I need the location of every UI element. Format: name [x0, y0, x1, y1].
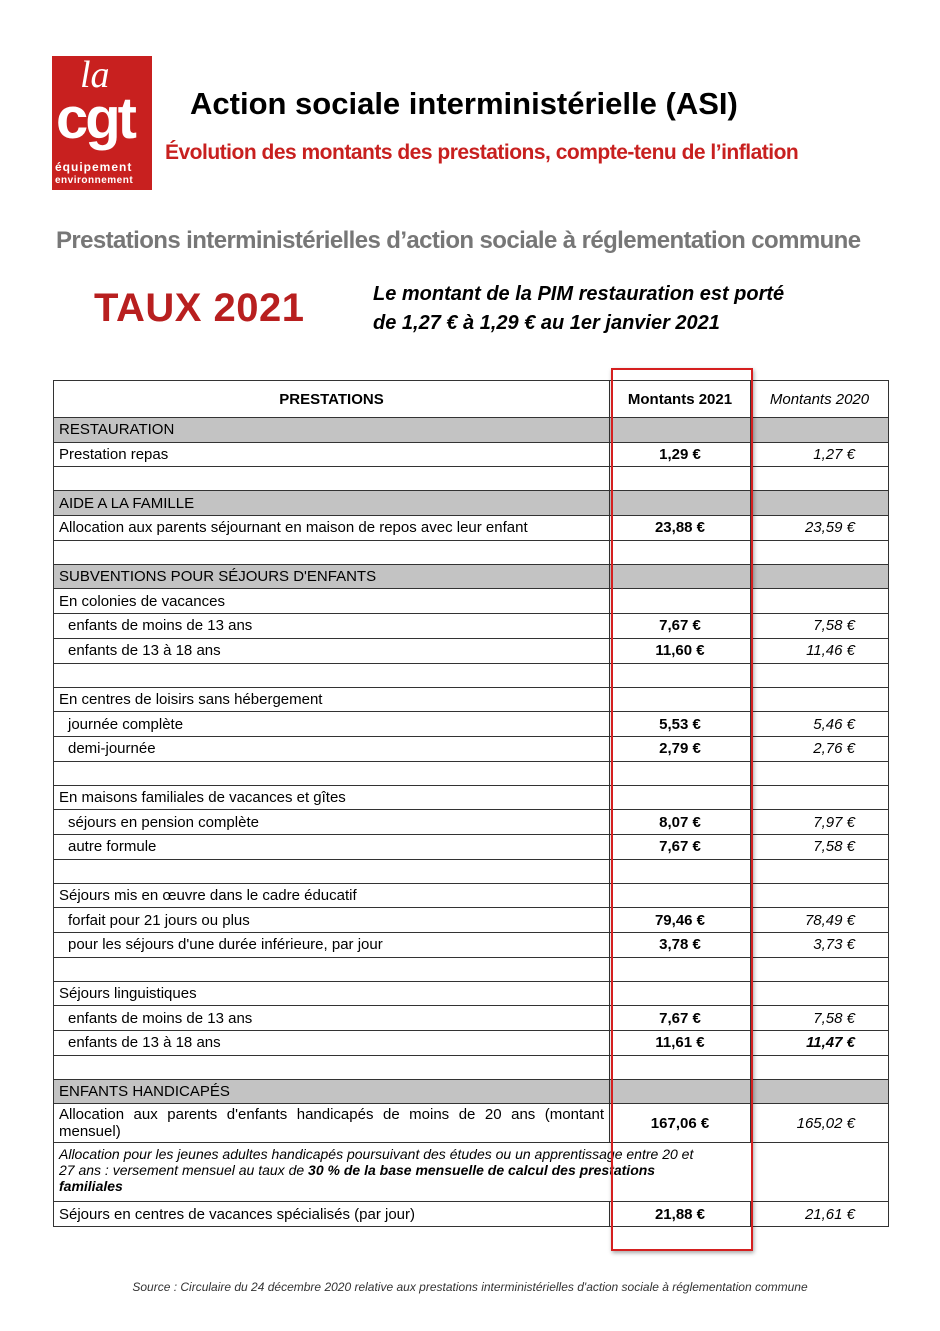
value-2021: 7,67 €: [610, 1006, 751, 1031]
table-row: [54, 1143, 889, 1202]
value-2021: 167,06 €: [610, 1104, 751, 1143]
logo-la: la: [80, 56, 110, 96]
row-label: journée complète: [54, 712, 610, 737]
blank-row: [54, 1055, 889, 1079]
header-montants-2021: Montants 2021: [610, 381, 751, 418]
subgroup-label: Séjours mis en œuvre dans le cadre éducatif: [54, 883, 610, 908]
subgroup-row: [54, 589, 889, 614]
subgroup-label: Séjours linguistiques: [54, 981, 610, 1006]
table-row: [54, 908, 889, 933]
value-2020: 5,46 €: [751, 712, 889, 737]
table-row: [54, 810, 889, 835]
table-row: [54, 638, 889, 663]
subgroup-label: En colonies de vacances: [54, 589, 610, 614]
blank-row: [54, 957, 889, 981]
value-2021: 8,07 €: [610, 810, 751, 835]
subgroup-row: [54, 981, 889, 1006]
row-label: demi-journée: [54, 736, 610, 761]
value-2021: 3,78 €: [610, 933, 751, 958]
subgroup-row: [54, 687, 889, 712]
blank-row: [54, 467, 889, 491]
pim-note: [373, 280, 873, 338]
note-cell: [54, 1143, 751, 1202]
table-header-row: [54, 381, 889, 418]
table-row: [54, 1202, 889, 1227]
row-label: Prestation repas: [54, 442, 610, 467]
value-2020: 7,58 €: [751, 614, 889, 639]
table-row: [54, 1006, 889, 1031]
value-2020: 11,47 €: [751, 1031, 889, 1056]
row-label: forfait pour 21 jours ou plus: [54, 908, 610, 933]
value-2021: 7,67 €: [610, 834, 751, 859]
subgroup-row: [54, 883, 889, 908]
value-2020: 23,59 €: [751, 516, 889, 541]
source-footnote: Source : Circulaire du 24 décembre 2020 relative aux prestations interministérielles d'action sociale à réglementation commune: [132, 1280, 808, 1294]
header-prestations: PRESTATIONS: [54, 381, 610, 418]
logo-line1: équipement: [55, 160, 133, 174]
value-2021: 23,88 €: [610, 516, 751, 541]
page-title: Action sociale interministérielle (ASI): [190, 86, 738, 121]
value-2020: 78,49 €: [751, 908, 889, 933]
logo-cgt: cgt: [56, 86, 134, 151]
value-2020: 165,02 €: [751, 1104, 889, 1143]
table-row: [54, 1031, 889, 1056]
row-label: enfants de moins de 13 ans: [54, 614, 610, 639]
value-2021: 79,46 €: [610, 908, 751, 933]
note-part2: 30 % de la base mensuelle de calcul des prestations familiales: [59, 1162, 656, 1195]
value-2020: 11,46 €: [751, 638, 889, 663]
table-row: [54, 834, 889, 859]
section-heading: Prestations interministérielles d’action sociale à réglementation commune: [56, 227, 861, 254]
value-2021: 2,79 €: [610, 736, 751, 761]
value-2020: 1,27 €: [751, 442, 889, 467]
value-2021: 11,60 €: [610, 638, 751, 663]
value-2020: 7,58 €: [751, 834, 889, 859]
value-2021: 1,29 €: [610, 442, 751, 467]
table-row: [54, 516, 889, 541]
blank-row: [54, 859, 889, 883]
subgroup-row: [54, 785, 889, 810]
cgt-logo: [52, 56, 152, 190]
blank-row: [54, 663, 889, 687]
subgroup-label: En centres de loisirs sans hébergement: [54, 687, 610, 712]
category-label: RESTAURATION: [54, 418, 610, 443]
value-2020: 21,61 €: [751, 1202, 889, 1227]
blank-row: [54, 540, 889, 564]
table-row: [54, 1104, 889, 1143]
row-label: enfants de 13 à 18 ans: [54, 638, 610, 663]
table-row: [54, 712, 889, 737]
category-row: [54, 1079, 889, 1104]
pim-note-line1: Le montant de la PIM restauration est porté: [373, 283, 785, 305]
table-row: [54, 933, 889, 958]
value-2021: 21,88 €: [610, 1202, 751, 1227]
category-label: ENFANTS HANDICAPÉS: [54, 1079, 610, 1104]
table-row: [54, 442, 889, 467]
pim-note-line2: de 1,27 € à 1,29 € au 1er janvier 2021: [373, 312, 720, 334]
note-part1: Allocation pour les jeunes adultes handicapés poursuivant des études ou un apprentissage entre 20 et 27 ans : versement mensuel au taux de: [59, 1146, 694, 1179]
logo-line2: environnement: [55, 175, 134, 186]
value-2021: 11,61 €: [610, 1031, 751, 1056]
taux-label: TAUX 2021: [94, 286, 305, 330]
value-2020: 7,97 €: [751, 810, 889, 835]
prestations-table: [53, 380, 889, 1227]
value-2020: 7,58 €: [751, 1006, 889, 1031]
row-label: Séjours en centres de vacances spécialisés (par jour): [54, 1202, 610, 1227]
table-row: [54, 736, 889, 761]
row-label: Allocation aux parents séjournant en maison de repos avec leur enfant: [54, 516, 610, 541]
row-label: autre formule: [54, 834, 610, 859]
page-subtitle: Évolution des montants des prestations, compte-tenu de l’inflation: [165, 141, 799, 164]
table-row: [54, 614, 889, 639]
value-2021: 5,53 €: [610, 712, 751, 737]
header-montants-2020: Montants 2020: [751, 381, 889, 418]
row-label: Allocation aux parents d'enfants handicapés de moins de 20 ans (montant mensuel): [54, 1104, 610, 1143]
subgroup-label: En maisons familiales de vacances et gîtes: [54, 785, 610, 810]
jeunes-adultes-note: [59, 1143, 709, 1194]
category-row: [54, 491, 889, 516]
value-2020: 3,73 €: [751, 933, 889, 958]
category-row: [54, 418, 889, 443]
category-row: [54, 564, 889, 589]
row-label: pour les séjours d'une durée inférieure, par jour: [54, 933, 610, 958]
value-2020: 2,76 €: [751, 736, 889, 761]
category-label: SUBVENTIONS POUR SÉJOURS D'ENFANTS: [54, 564, 610, 589]
row-label: séjours en pension complète: [54, 810, 610, 835]
row-label: enfants de moins de 13 ans: [54, 1006, 610, 1031]
category-label: AIDE A LA FAMILLE: [54, 491, 610, 516]
value-2021: 7,67 €: [610, 614, 751, 639]
row-label: enfants de 13 à 18 ans: [54, 1031, 610, 1056]
blank-row: [54, 761, 889, 785]
